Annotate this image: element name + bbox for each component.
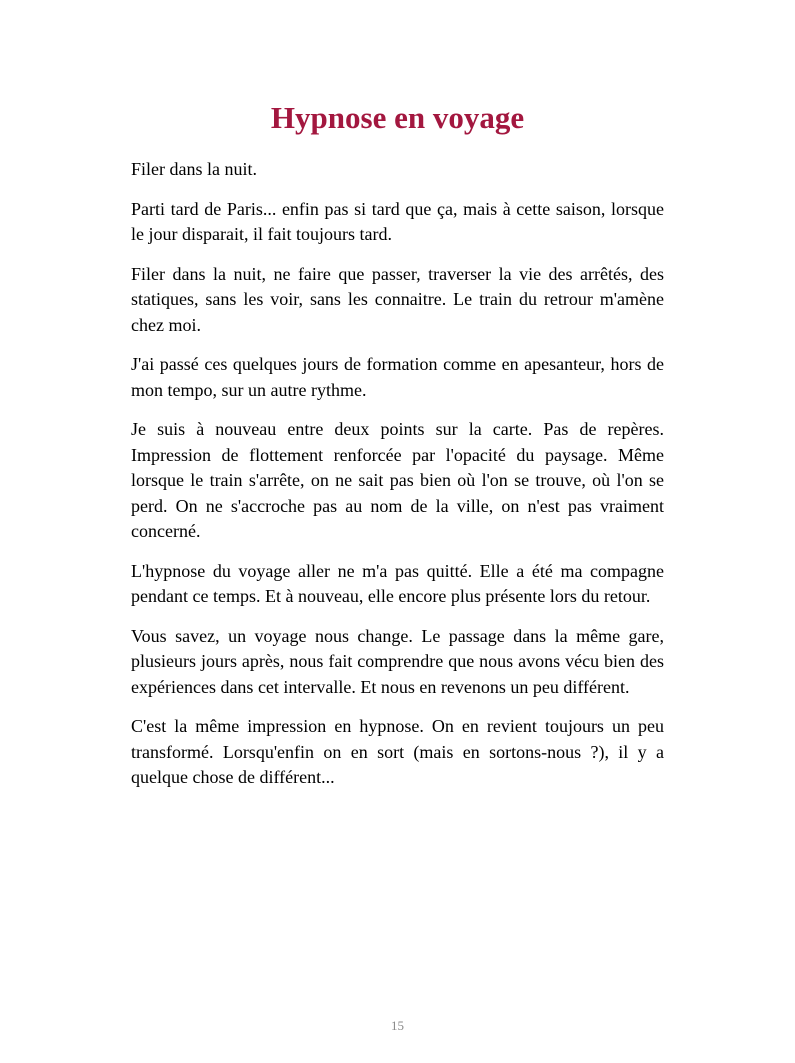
- paragraph-1: Filer dans la nuit.: [131, 159, 257, 179]
- paragraph-5: Je suis à nouveau entre deux points sur la carte. Pas de repères. Impression de flottement renforcée par l'opacité du paysage. Même lorsque le train s'arrête, on ne sait pas bien où l'on se trouve, où l'on se perd. On ne s'accroche pas au nom de la ville, on n'est pas vraiment concerné.: [131, 419, 664, 541]
- body-text: [131, 157, 664, 805]
- page-title: Hypnose en voyage: [270, 100, 525, 135]
- page-number: 15: [391, 1018, 404, 1033]
- paragraph-7: Vous savez, un voyage nous change. Le passage dans la même gare, plusieurs jours après, nous fait comprendre que nous avons vécu bien des expériences dans cet intervalle. Et nous en revenons un peu différent.: [131, 625, 664, 697]
- paragraph-4: J'ai passé ces quelques jours de formation comme en apesanteur, hors de mon tempo, sur un autre rythme.: [131, 354, 664, 400]
- paragraph-2: Parti tard de Paris... enfin pas si tard que ça, mais à cette saison, lorsque le jour disparait, il fait toujours tard.: [131, 198, 664, 244]
- paragraph-3: Filer dans la nuit, ne faire que passer, traverser la vie des arrêtés, des statiques, sans les voir, sans les connaitre. Le train du retrour m'amène chez moi.: [131, 263, 664, 335]
- paragraph-6: L'hypnose du voyage aller ne m'a pas quitté. Elle a été ma compagne pendant ce temps. Et à nouveau, elle encore plus présente lors du retour.: [131, 560, 664, 606]
- paragraph-8: C'est la même impression en hypnose. On en revient toujours un peu transformé. Lorsqu'enfin on en sort (mais en sortons-nous ?), il y a quelque chose de différent...: [131, 716, 664, 787]
